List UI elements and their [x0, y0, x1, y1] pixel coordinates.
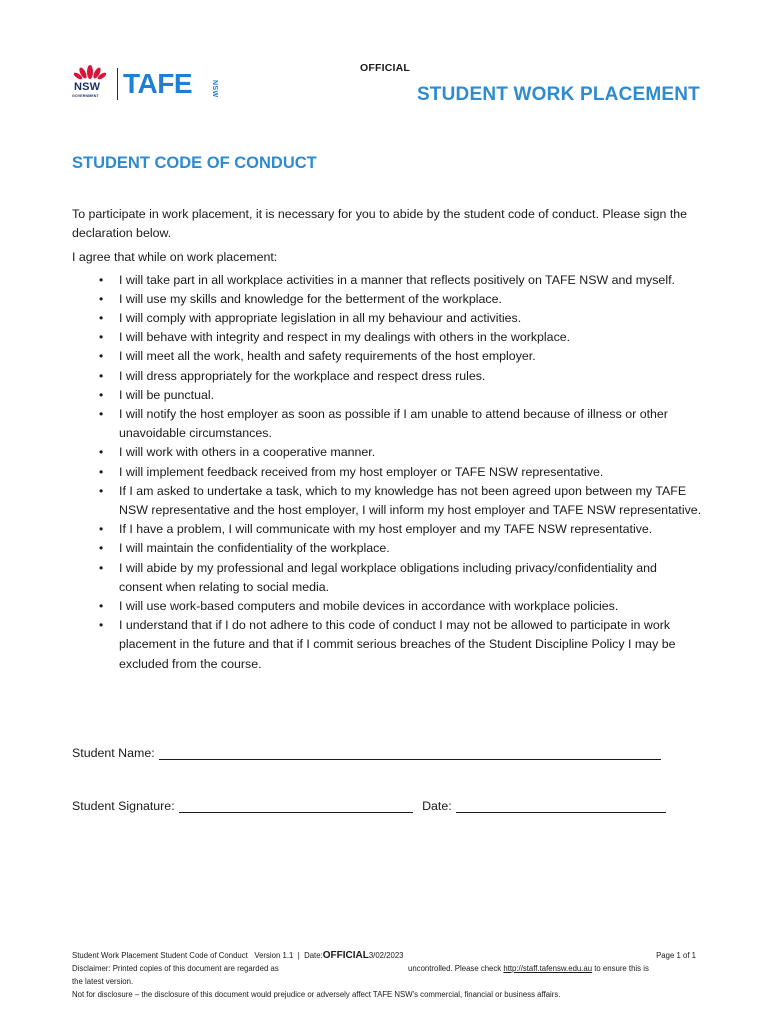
- conduct-item-text: I will take part in all workplace activities in a manner that reflects positively on TAFE NSW and myself.: [119, 272, 675, 287]
- bullet-icon: •: [99, 445, 104, 460]
- conduct-item-text: I will meet all the work, health and safety requirements of the host employer.: [119, 349, 536, 364]
- section-title: STUDENT CODE OF CONDUCT: [72, 154, 317, 172]
- student-signature-label: Student Signature:: [72, 799, 175, 813]
- footer-separator: |: [297, 951, 300, 960]
- bullet-icon: •: [99, 560, 104, 575]
- government-wordmark: GOVERNMENT: [72, 94, 99, 98]
- conduct-item-text: I will abide by my professional and legal workplace obligations including privacy/confidentiality and consent when relating to social media.: [119, 560, 657, 594]
- classification-label: OFFICIAL: [360, 62, 411, 74]
- bullet-icon: •: [99, 541, 104, 556]
- page-footer: [72, 950, 696, 1002]
- conduct-item-text: I understand that if I do not adhere to this code of conduct I may not be allowed to participate in work placement in the future and that if I commit serious breaches of the Student Discipline Policy I may be excluded from the course.: [119, 618, 676, 671]
- footer-date-label: Date:: [304, 951, 323, 960]
- conduct-item: [99, 290, 702, 309]
- bullet-icon: •: [99, 349, 104, 364]
- bullet-icon: •: [99, 483, 104, 498]
- bullet-icon: •: [99, 407, 104, 422]
- student-name-field[interactable]: [72, 746, 661, 760]
- student-signature-line[interactable]: [179, 799, 413, 813]
- conduct-item: [99, 386, 702, 405]
- footer-disclaimer-a: Disclaimer: Printed copies of this document are regarded as: [72, 964, 279, 973]
- bullet-icon: •: [99, 368, 104, 383]
- bullet-icon: •: [99, 330, 104, 345]
- conduct-item: [99, 597, 702, 616]
- conduct-item-text: I will be punctual.: [119, 387, 215, 402]
- bullet-icon: •: [99, 522, 104, 537]
- footer-classification: OFFICIAL: [322, 950, 369, 961]
- conduct-item: [99, 520, 702, 539]
- student-name-label: Student Name:: [72, 746, 155, 760]
- tafe-nsw-subtext: NSW: [211, 80, 218, 98]
- agreement-statement: I agree that while on work placement:: [72, 250, 278, 265]
- conduct-item: [99, 367, 702, 386]
- document-title: STUDENT WORK PLACEMENT: [416, 84, 700, 105]
- bullet-icon: •: [99, 618, 104, 633]
- bullet-icon: •: [99, 291, 104, 306]
- code-of-conduct-body: [72, 205, 702, 674]
- conduct-item: [99, 463, 702, 482]
- tafe-nsw-logo: [70, 64, 240, 104]
- conduct-list: [72, 271, 702, 674]
- tafe-wordmark: TAFE: [123, 68, 193, 99]
- footer-doc-name: Student Work Placement Student Code of Conduct: [72, 951, 248, 960]
- footer-staff-link[interactable]: http://staff.tafensw.edu.au: [503, 964, 593, 973]
- conduct-item-text: I will dress appropriately for the workplace and respect dress rules.: [119, 368, 486, 383]
- conduct-item: [99, 539, 702, 558]
- logo-divider: [117, 68, 118, 100]
- date-label: Date:: [422, 799, 452, 813]
- footer-disclaimer-row: [72, 963, 696, 976]
- conduct-item-text: I will comply with appropriate legislation in all my behaviour and activities.: [119, 311, 522, 326]
- conduct-item: [99, 616, 702, 674]
- footer-version: Version 1.1: [254, 951, 294, 960]
- conduct-item: [99, 443, 702, 462]
- footer-nondisclosure: Not for disclosure – the disclosure of this document would prejudice or adversely affect TAFE NSW's commercial, financial or business affairs.: [72, 990, 561, 999]
- intro-paragraph: To participate in work placement, it is necessary for you to abide by the student code of conduct. Please sign the declaration below.: [72, 207, 688, 241]
- footer-disclaimer-b: uncontrolled. Please check: [408, 964, 502, 973]
- bullet-icon: •: [99, 311, 104, 326]
- bullet-icon: •: [99, 464, 104, 479]
- bullet-icon: •: [99, 599, 104, 614]
- student-name-line[interactable]: [159, 746, 661, 760]
- conduct-item-text: If I have a problem, I will communicate with my host employer and my TAFE NSW representative.: [119, 522, 653, 537]
- conduct-item: [99, 482, 702, 520]
- conduct-item-text: I will notify the host employer as soon as possible if I am unable to attend because of illness or other unavoidable circumstances.: [119, 407, 668, 441]
- conduct-item: [99, 271, 702, 290]
- signature-date-row[interactable]: [72, 799, 666, 813]
- conduct-item: [99, 309, 702, 328]
- conduct-item: [99, 328, 702, 347]
- footer-date-value: 3/02/2023: [368, 951, 404, 960]
- footer-latest-row: [72, 976, 696, 989]
- bullet-icon: •: [99, 272, 104, 287]
- conduct-item-text: I will implement feedback received from my host employer or TAFE NSW representative.: [119, 464, 604, 479]
- conduct-item-text: I will use work-based computers and mobile devices in accordance with workplace policies.: [119, 599, 619, 614]
- conduct-item: [99, 347, 702, 366]
- footer-disclaimer-b-group: [408, 963, 649, 976]
- conduct-item: [99, 405, 702, 443]
- footer-page-number: Page 1 of 1: [656, 951, 696, 960]
- nsw-wordmark: NSW: [74, 81, 101, 93]
- conduct-item-text: I will work with others in a cooperative manner.: [119, 445, 376, 460]
- footer-doc-row: [72, 950, 696, 963]
- conduct-item-text: I will behave with integrity and respect in my dealings with others in the workplace.: [119, 330, 571, 345]
- conduct-item-text: If I am asked to undertake a task, which to my knowledge has not been agreed upon between my TAFE NSW representative and the host employer, I will inform my host employer and TAFE NSW representative.: [119, 483, 702, 518]
- conduct-item-text: I will maintain the confidentiality of the workplace.: [119, 541, 390, 556]
- footer-disclaimer-c: to ensure this is: [594, 964, 649, 973]
- date-line[interactable]: [456, 799, 666, 813]
- footer-disclaimer-d: the latest version.: [72, 977, 134, 986]
- conduct-item: [99, 559, 702, 597]
- bullet-icon: •: [99, 387, 104, 402]
- footer-nondisclosure-row: [72, 989, 696, 1002]
- conduct-item-text: I will use my skills and knowledge for the betterment of the workplace.: [119, 291, 502, 306]
